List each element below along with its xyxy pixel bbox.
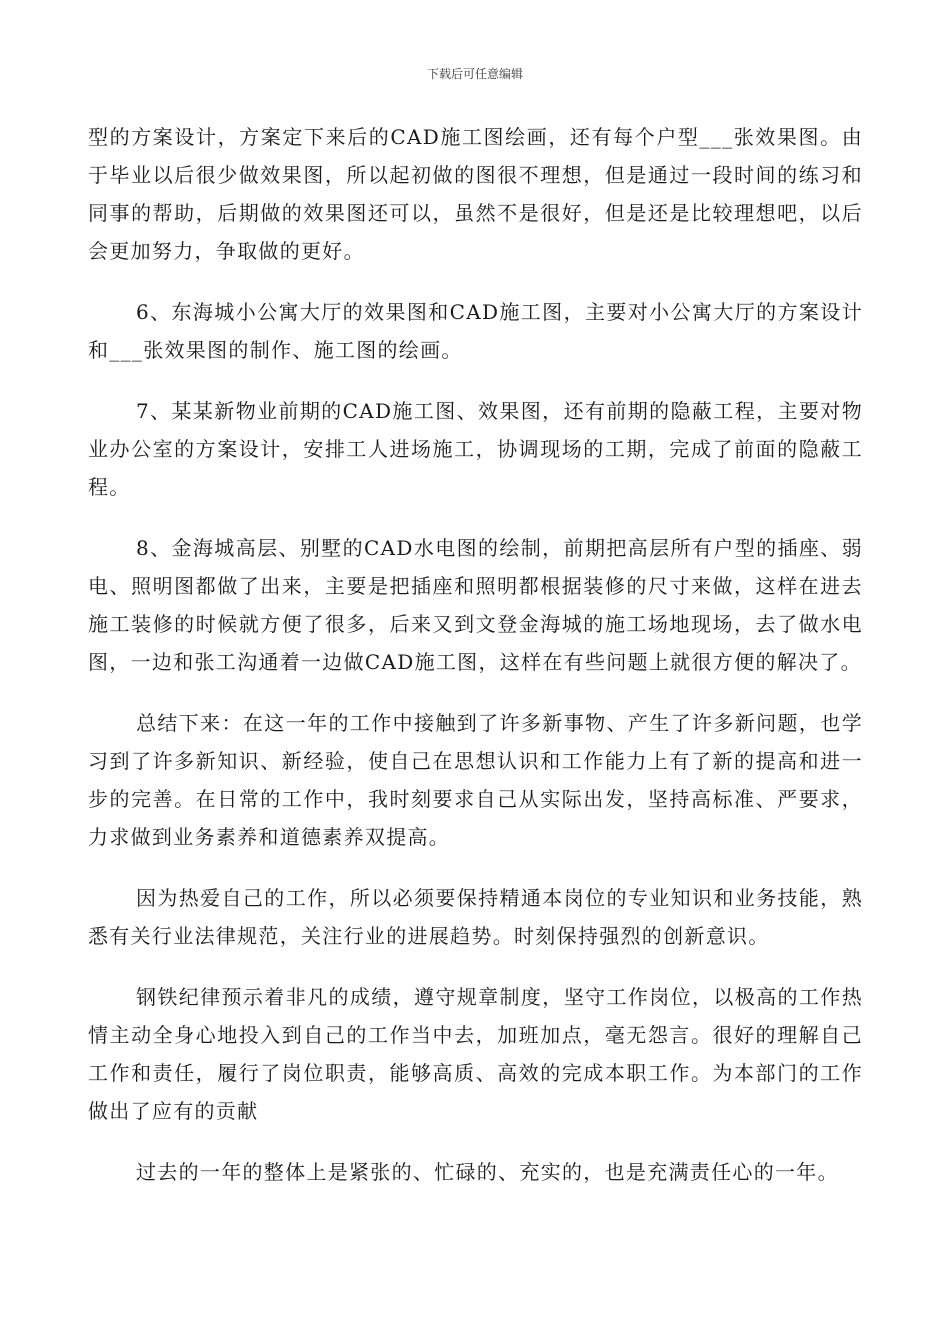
page-header: 下载后可任意编辑 xyxy=(426,67,523,81)
paragraph-item-8: 8、金海城高层、别墅的CAD水电图的绘制，前期把高层所有户型的插座、弱电、照明图都做了出来，主要是把插座和照明都根据装修的尺寸来做，这样在进去施工装修的时候就方便了很多，后来又到文登金海城的施工场地现场，去了做水电图，一边和张工沟通着一边做CAD施工图，这样在有些问题上就很方便的解决了。 xyxy=(88,536,863,674)
paragraph-item-6: 6、东海城小公寓大厅的效果图和CAD施工图，主要对小公寓大厅的方案设计和___张效果图的制作、施工图的绘画。 xyxy=(88,300,863,362)
paragraph-summary: 总结下来：在这一年的工作中接触到了许多新事物、产生了许多新问题，也学习到了许多新知识、新经验，使自己在思想认识和工作能力上有了新的提高和进一步的完善。在日常的工作中，我时刻要求自己从实际出发，坚持高标准、严要求，力求做到业务素养和道德素养双提高。 xyxy=(88,711,863,849)
paragraph-item-7: 7、某某新物业前期的CAD施工图、效果图，还有前期的隐蔽工程，主要对物业办公室的方案设计，安排工人进场施工，协调现场的工期，完成了前面的隐蔽工程。 xyxy=(88,399,863,499)
paragraph-continued: 型的方案设计，方案定下来后的CAD施工图绘画，还有每个户型___张效果图。由于毕业以后很少做效果图，所以起初做的图很不理想，但是通过一段时间的练习和同事的帮助，后期做的效果图还可以，虽然不是很好，但是还是比较理想吧，以后会更加努力，争取做的更好。 xyxy=(88,125,863,263)
document-body xyxy=(88,118,863,1214)
paragraph-discipline: 钢铁纪律预示着非凡的成绩，遵守规章制度，坚守工作岗位，以极高的工作热情主动全身心地投入到自己的工作当中去，加班加点，毫无怨言。很好的理解自己工作和责任，履行了岗位职责，能够高质、高效的完成本职工作。为本部门的工作做出了应有的贡献 xyxy=(88,985,863,1123)
paragraph-closing: 过去的一年的整体上是紧张的、忙碌的、充实的，也是充满责任心的一年。 xyxy=(136,1160,839,1184)
paragraph-passion: 因为热爱自己的工作，所以必须要保持精通本岗位的专业知识和业务技能，熟悉有关行业法律规范，关注行业的进展趋势。时刻保持强烈的创新意识。 xyxy=(88,886,863,948)
